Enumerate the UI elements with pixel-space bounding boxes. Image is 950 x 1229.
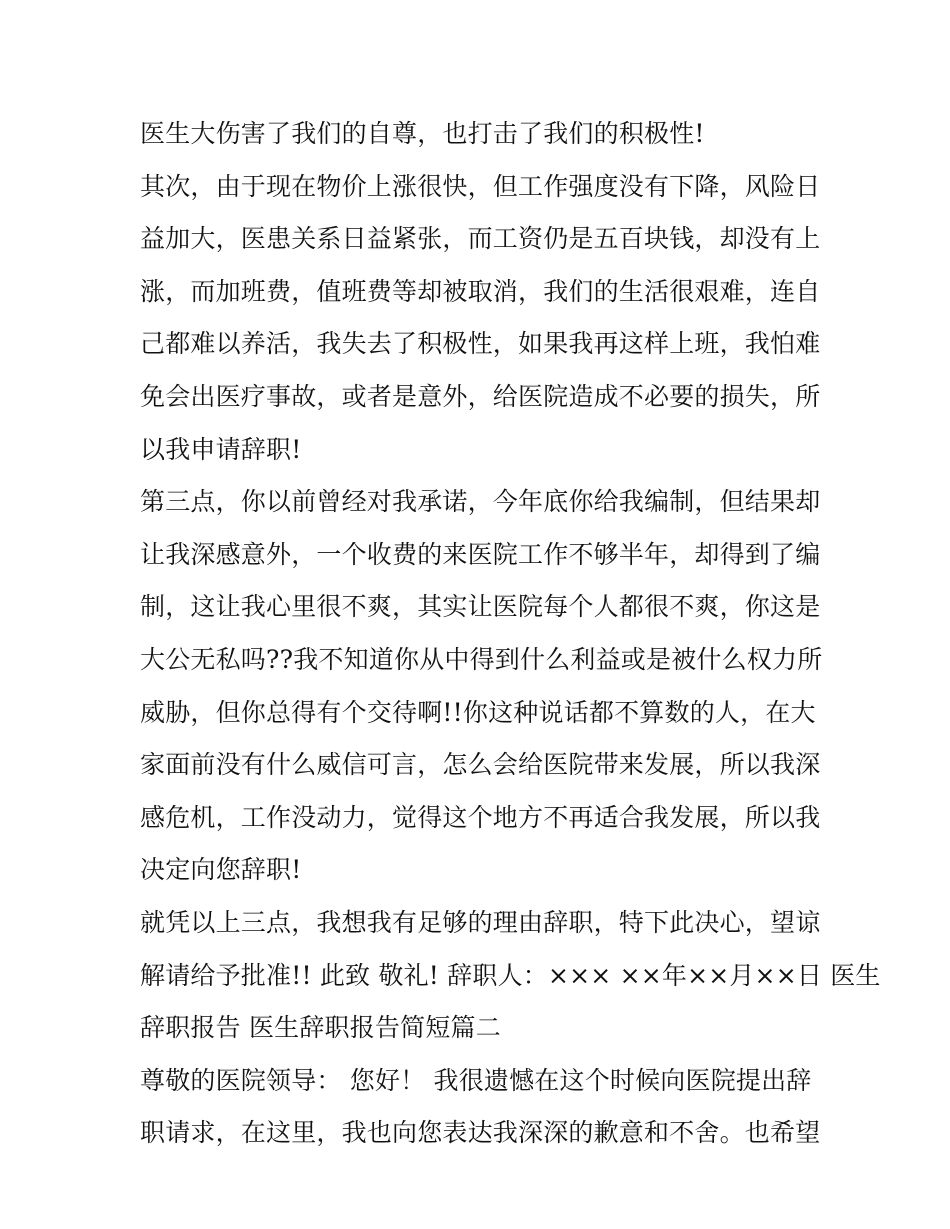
text-line: 免会出医疗事故，或者是意外，给医院造成不必要的损失，所	[140, 381, 821, 411]
text-line: 大公无私吗??我不知道你从中得到什么利益或是被什么权力所	[140, 644, 823, 674]
text-line: 感危机，工作没动力，觉得这个地方不再适合我发展，所以我	[140, 802, 821, 832]
document-body	[140, 108, 881, 1160]
text-line: 辞职报告 医生辞职报告简短篇二	[140, 1013, 501, 1043]
text-line: 解请给予批准!! 此致 敬礼! 辞职人：××× ××年××月××日 医生	[140, 960, 881, 990]
text-line: 以我申请辞职!	[140, 434, 302, 464]
text-line: 就凭以上三点，我想我有足够的理由辞职，特下此决心，望谅	[140, 907, 821, 937]
text-line: 第三点，你以前曾经对我承诺，今年底你给我编制，但结果却	[140, 487, 821, 517]
text-line: 制，这让我心里很不爽，其实让医院每个人都很不爽，你这是	[140, 592, 821, 622]
text-line: 医生大伤害了我们的自尊，也打击了我们的积极性!	[140, 119, 705, 148]
text-line: 威胁，但你总得有个交待啊!!你这种说话都不算数的人，在大	[140, 697, 816, 727]
text-line: 家面前没有什么威信可言，怎么会给医院带来发展，所以我深	[140, 750, 821, 780]
text-line: 益加大，医患关系日益紧张，而工资仍是五百块钱，却没有上	[140, 224, 821, 254]
text-line: 其次，由于现在物价上涨很快，但工作强度没有下降，风险日	[140, 171, 821, 201]
text-line: 职请求，在这里，我也向您表达我深深的歉意和不舍。也希望	[140, 1118, 821, 1148]
text-line: 尊敬的医院领导： 您好！ 我很遗憾在这个时候向医院提出辞	[140, 1065, 812, 1095]
text-line: 己都难以养活，我失去了积极性，如果我再这样上班，我怕难	[140, 329, 821, 359]
text-line: 涨，而加班费，值班费等却被取消，我们的生活很艰难，连自	[140, 276, 821, 306]
text-line: 让我深感意外，一个收费的来医院工作不够半年，却得到了编	[140, 539, 821, 569]
text-line: 决定向您辞职!	[140, 855, 302, 885]
